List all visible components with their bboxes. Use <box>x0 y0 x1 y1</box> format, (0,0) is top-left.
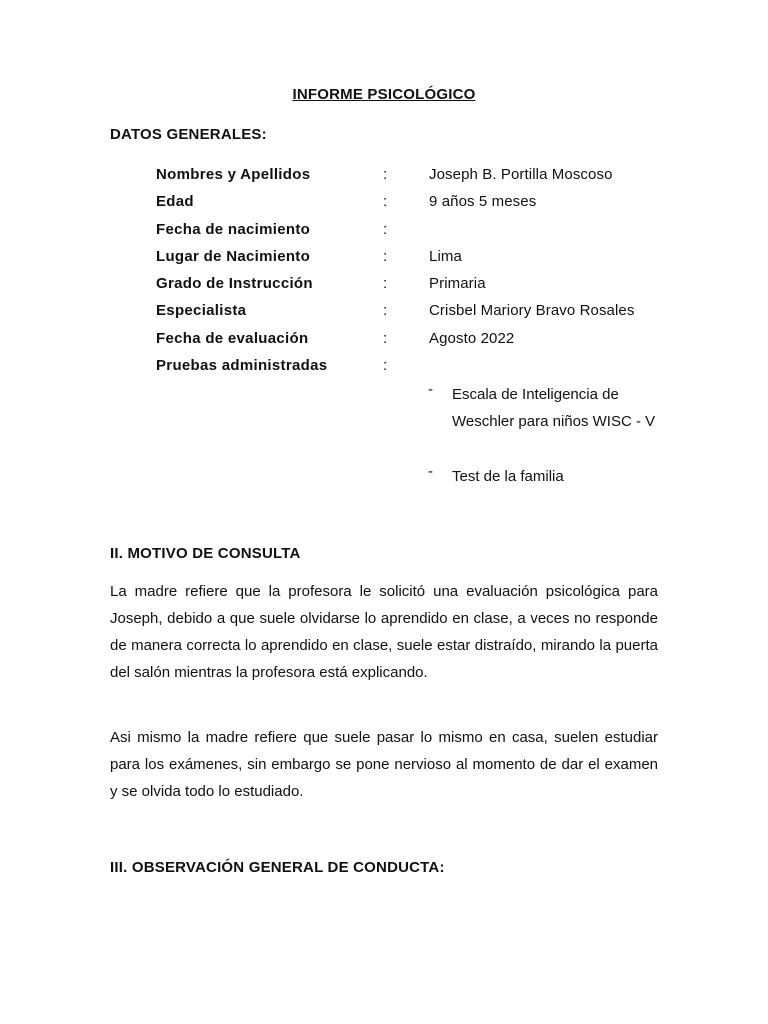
field-row-specialist <box>0 302 768 324</box>
field-colon: : <box>383 302 388 319</box>
field-row-eval-date <box>0 330 768 352</box>
field-value: Crisbel Mariory Bravo Rosales <box>429 302 635 319</box>
field-colon: : <box>383 193 388 210</box>
general-data-heading: DATOS GENERALES: <box>110 126 267 143</box>
report-title: INFORME PSICOLÓGICO <box>292 86 476 103</box>
section-heading-consultation: II. MOTIVO DE CONSULTA <box>110 545 301 562</box>
field-row-education <box>0 275 768 297</box>
field-label: Especialista <box>156 302 247 319</box>
field-value: Agosto 2022 <box>429 330 515 347</box>
field-colon: : <box>383 330 388 347</box>
paragraph: La madre refiere que la profesora le solicitó una evaluación psicológica para Joseph, debido a que suele olvidarse lo aprendido en clase, a veces no responde de manera correcta lo aprendido en clase, suele estar distraído, mirando la puerta del salón mientras la profesora está explicando. <box>110 583 658 681</box>
field-value: Joseph B. Portilla Moscoso <box>429 166 613 183</box>
field-value: 9 años 5 meses <box>429 193 537 210</box>
field-colon: : <box>383 248 388 265</box>
field-label: Edad <box>156 193 194 210</box>
field-label: Pruebas administradas <box>156 357 328 374</box>
field-row-name <box>0 166 768 188</box>
field-label: Nombres y Apellidos <box>156 166 311 183</box>
test-name: Escala de Inteligencia de Weschler para niños WISC - V <box>452 386 656 430</box>
field-row-tests <box>0 357 768 379</box>
field-value: Primaria <box>429 275 486 292</box>
field-label: Fecha de evaluación <box>156 330 309 347</box>
field-row-birthplace <box>0 248 768 270</box>
field-row-age <box>0 193 768 215</box>
field-colon: : <box>383 357 388 374</box>
field-value: Lima <box>429 248 462 265</box>
field-colon: : <box>383 166 388 183</box>
test-name: Test de la familia <box>452 468 564 485</box>
section-heading-observation: III. OBSERVACIÓN GENERAL DE CONDUCTA: <box>110 859 445 876</box>
list-dash: - <box>428 463 433 480</box>
list-dash: - <box>428 381 433 398</box>
field-label: Fecha de nacimiento <box>156 221 311 238</box>
field-colon: : <box>383 221 388 238</box>
field-label: Lugar de Nacimiento <box>156 248 311 265</box>
field-label: Grado de Instrucción <box>156 275 313 292</box>
field-row-birthdate <box>0 221 768 243</box>
paragraph: Asi mismo la madre refiere que suele pasar lo mismo en casa, suelen estudiar para los exámenes, sin embargo se pone nervioso al momento de dar el examen y se olvida todo lo estudiado. <box>110 729 658 800</box>
field-colon: : <box>383 275 388 292</box>
